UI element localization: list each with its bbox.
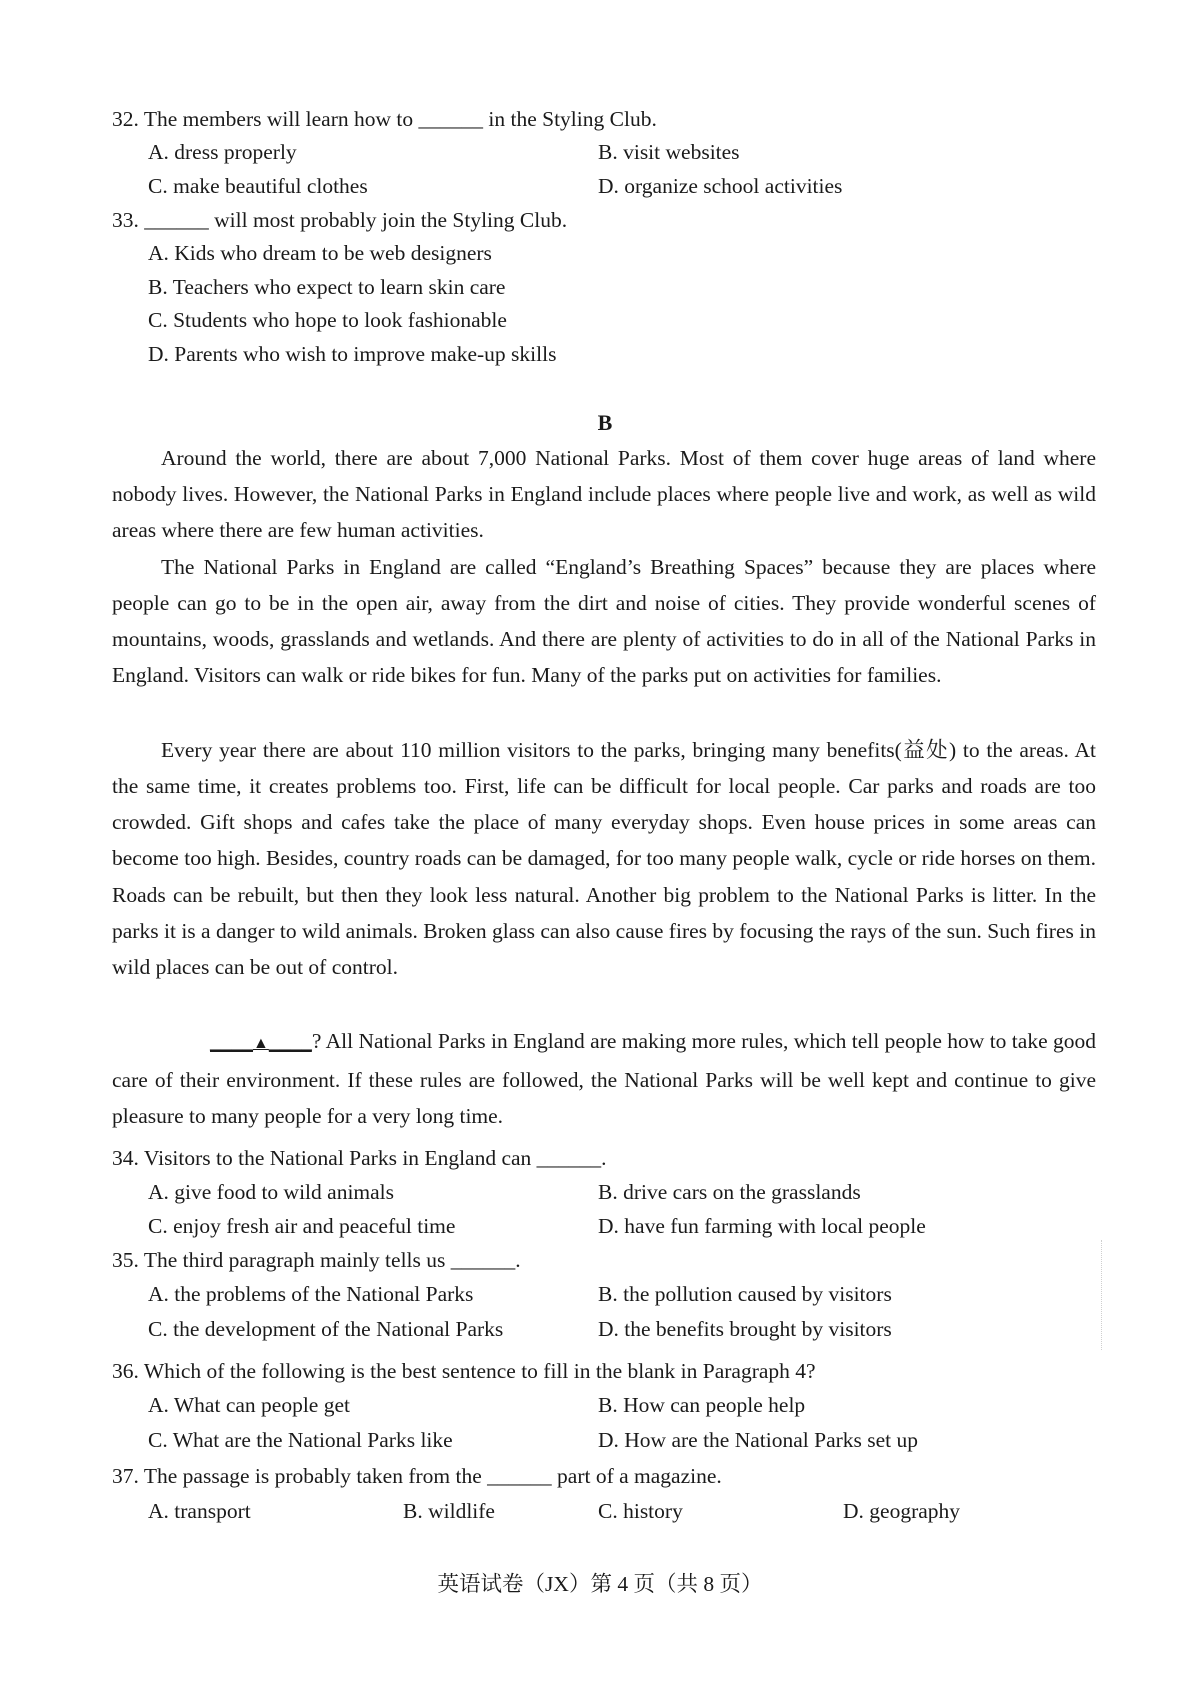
question-34-option-c: C. enjoy fresh air and peaceful time (148, 1214, 456, 1238)
question-35-option-d: D. the benefits brought by visitors (598, 1317, 892, 1341)
question-32-option-b: B. visit websites (598, 140, 740, 164)
question-36-stem: 36. Which of the following is the best sentence to fill in the blank in Paragraph 4? (112, 1359, 816, 1383)
blank-line-right: ____ (268, 1029, 312, 1053)
question-37-option-b: B. wildlife (403, 1499, 495, 1523)
question-36-option-b: B. How can people help (598, 1393, 806, 1417)
question-33-option-d: D. Parents who wish to improve make-up skills (148, 342, 557, 366)
question-34-option-b: B. drive cars on the grasslands (598, 1180, 861, 1204)
question-37-option-c: C. history (598, 1499, 683, 1523)
question-32-option-c: C. make beautiful clothes (148, 174, 368, 198)
question-32-option-a: A. dress properly (148, 140, 297, 164)
question-33-option-a: A. Kids who dream to be web designers (148, 241, 492, 265)
passage-paragraph-1: Around the world, there are about 7,000 National Parks. Most of them cover huge areas of land where nobody lives. However, the National Parks in England include places where people live and work, as well as wild areas where there are few human activities. (112, 446, 1096, 543)
page-footer: 英语试卷（JX）第 4 页（共 8 页） (437, 1572, 763, 1596)
question-36-option-c: C. What are the National Parks like (148, 1428, 453, 1452)
question-34-stem: 34. Visitors to the National Parks in England can ______. (112, 1146, 607, 1170)
passage-paragraph-2: The National Parks in England are called “England’s Breathing Spaces” because they are places where people can go to be in the open air, away from the dirt and noise of cities. They provide wonderful scenes of mountains, woods, grasslands and wetlands. And there are plenty of activities to do in all of the National Parks in England. Visitors can walk or ride bikes for fun. Many of the parks put on activities for families. (112, 555, 1096, 688)
question-32-stem: 32. The members will learn how to ______ in the Styling Club. (112, 107, 657, 131)
section-label: B (597, 410, 613, 435)
question-35-stem: 35. The third paragraph mainly tells us ______. (112, 1248, 521, 1272)
question-35-option-a: A. the problems of the National Parks (148, 1282, 474, 1306)
question-35-option-b: B. the pollution caused by visitors (598, 1282, 892, 1306)
question-36-option-d: D. How are the National Parks set up (598, 1428, 919, 1452)
question-33-option-b: B. Teachers who expect to learn skin care (148, 275, 506, 299)
question-33-option-c: C. Students who hope to look fashionable (148, 308, 507, 332)
question-33-stem: 33. ______ will most probably join the Styling Club. (112, 208, 568, 232)
question-36-option-a: A. What can people get (148, 1393, 350, 1417)
question-32-option-d: D. organize school activities (598, 174, 843, 198)
paragraph-4-blank (161, 1023, 312, 1062)
paragraph-4-text: ? All National Parks in England are making more rules, which tell people how to take good care of their environment. If these rules are followed, the National Parks will be well kept and continue to give pleasure to many people for a very long time. (112, 1029, 1096, 1129)
blank-line-left: ____ (210, 1029, 253, 1053)
question-35-option-c: C. the development of the National Parks (148, 1317, 504, 1341)
question-37-stem: 37. The passage is probably taken from the ______ part of a magazine. (112, 1464, 722, 1488)
triangle-marker-icon: ▲ (253, 1035, 269, 1052)
passage-paragraph-4 (112, 1023, 1096, 1134)
question-34-option-a: A. give food to wild animals (148, 1180, 395, 1204)
passage-paragraph-3: Every year there are about 110 million visitors to the parks, bringing many benefits(益处) to the areas. At the same time, it creates problems too. First, life can be difficult for local people. Car parks and roads are too crowded. Gift shops and cafes take the place of many everyday shops. Even house prices in some areas can become too high. Besides, country roads can be damaged, for too many people walk, cycle or ride horses on them. Roads can be rebuilt, but then they look less natural. Another big problem to the National Parks is litter. In the parks it is a danger to wild animals. Broken glass can also cause fires by focusing the rays of the sun. Such fires in wild places can be out of control. (112, 738, 1096, 979)
question-37-option-a: A. transport (148, 1499, 251, 1523)
question-37-option-d: D. geography (843, 1499, 961, 1523)
scan-edge-dots (1101, 1240, 1104, 1350)
question-34-option-d: D. have fun farming with local people (598, 1214, 926, 1238)
